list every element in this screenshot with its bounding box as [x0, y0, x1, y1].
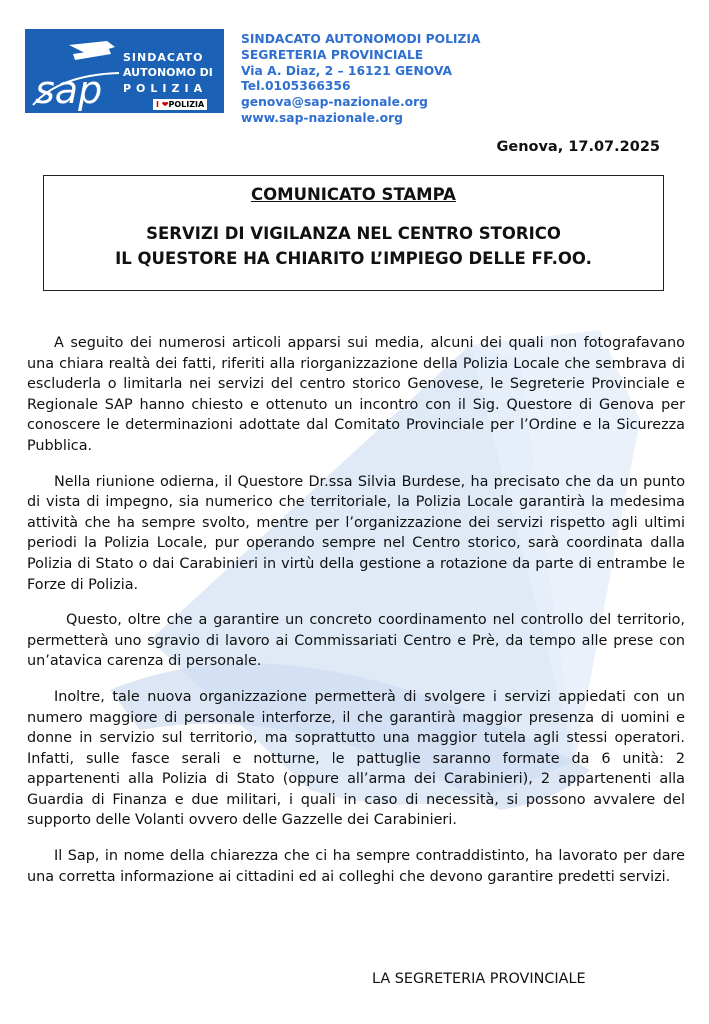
contact-address: Via A. Diaz, 2 – 16121 GENOVA [241, 63, 453, 78]
logo-line-2: AUTONOMO DI [123, 66, 213, 79]
headline [44, 221, 663, 271]
contact-email[interactable]: genova@sap-nazionale.org [241, 95, 428, 110]
logo-tagline [153, 99, 207, 110]
press-release-box [43, 175, 664, 291]
headline-line-1: SERVIZI DI VIGILANZA NEL CENTRO STORICO [146, 224, 561, 243]
paragraph-3: Questo, oltre che a garantire un concreto coordinamento nel controllo del territorio, permetterà uno sgravio di lavoro ai Commissariati Centro e Prè, da tempo alle prese con un’atavica carenza di personale. [27, 612, 685, 670]
press-title: COMUNICATO STAMPA [251, 185, 456, 204]
sap-logo [25, 29, 224, 113]
article-body [27, 333, 685, 902]
contact-website[interactable]: www.sap-nazionale.org [241, 110, 403, 125]
document-date: Genova, 17.07.2025 [496, 139, 660, 155]
contact-org: SINDACATO AUTONOMODI POLIZIA [241, 32, 481, 46]
contact-office: SEGRETERIA PROVINCIALE [241, 47, 424, 62]
logo-line-1: SINDACATO [123, 51, 204, 64]
paragraph-4: Inoltre, tale nuova organizzazione permetterà di svolgere i servizi appiedati con un numero maggiore di personale interforze, il che garantirà maggior presenza di uomini e donne in servizio sul territorio, ma soprattutto una maggior tutela agli stessi operatori. Infatti, sulle fasce serali e notturne, le pattuglie saranno formate da 6 unità: 2 appartenenti alla Polizia di Stato (oppure all’arma dei Carabinieri), 2 appartenenti alla Guardia di Finanza e due militari, i quali in caso di necessità, si possono avvalere del supporto delle Volanti ovvero delle Gazzelle dei Carabinieri. [27, 688, 685, 829]
paragraph-2: Nella riunione odierna, il Questore Dr.ssa Silvia Burdese, ha precisato che da un punto di vista di impegno, sia numerico che territoriale, la Polizia Locale garantirà la medesima attività che ha sempre svolto, mentre per l’organizzazione dei servizi rispetto agli ultimi periodi la Polizia Locale, pur operando sempre nel Centro storico, sarà coordinata dalla Polizia di Stato o dai Carabinieri in virtù della gestione a rotazione da parte di entrambe le Forze di Polizia. [27, 473, 685, 593]
contact-block [241, 32, 481, 127]
sap-wordmark: sap [35, 68, 103, 111]
logo-tag-text: POLIZIA [168, 100, 205, 109]
headline-line-2: IL QUESTORE HA CHIARITO L’IMPIEGO DELLE FF.OO. [115, 249, 592, 268]
paragraph-1: A seguito dei numerosi articoli apparsi sui media, alcuni dei quali non fotografavano una chiara realtà dei fatti, riferiti alla riorganizzazione della Polizia Locale che sembrava di escluderla o limitarla nei servizi del centro storico Genovese, le Segreterie Provinciale e Regionale SAP hanno chiesto e ottenuto un incontro con il Sig. Questore di Genova per conoscere le determinazioni adottate dal Comitato Provinciale per l’Ordine e la Sicurezza Pubblica. [27, 335, 685, 454]
logo-line-3: POLIZIA [123, 82, 208, 95]
heart-icon: I ❤ [156, 100, 169, 109]
signature: LA SEGRETERIA PROVINCIALE [372, 971, 586, 987]
contact-phone: Tel.0105366356 [241, 79, 351, 94]
police-cap-icon [29, 35, 124, 111]
paragraph-5: Il Sap, in nome della chiarezza che ci ha sempre contraddistinto, ha lavorato per dare una corretta informazione ai cittadini ed ai colleghi che devono garantire predetti servizi. [27, 848, 685, 885]
